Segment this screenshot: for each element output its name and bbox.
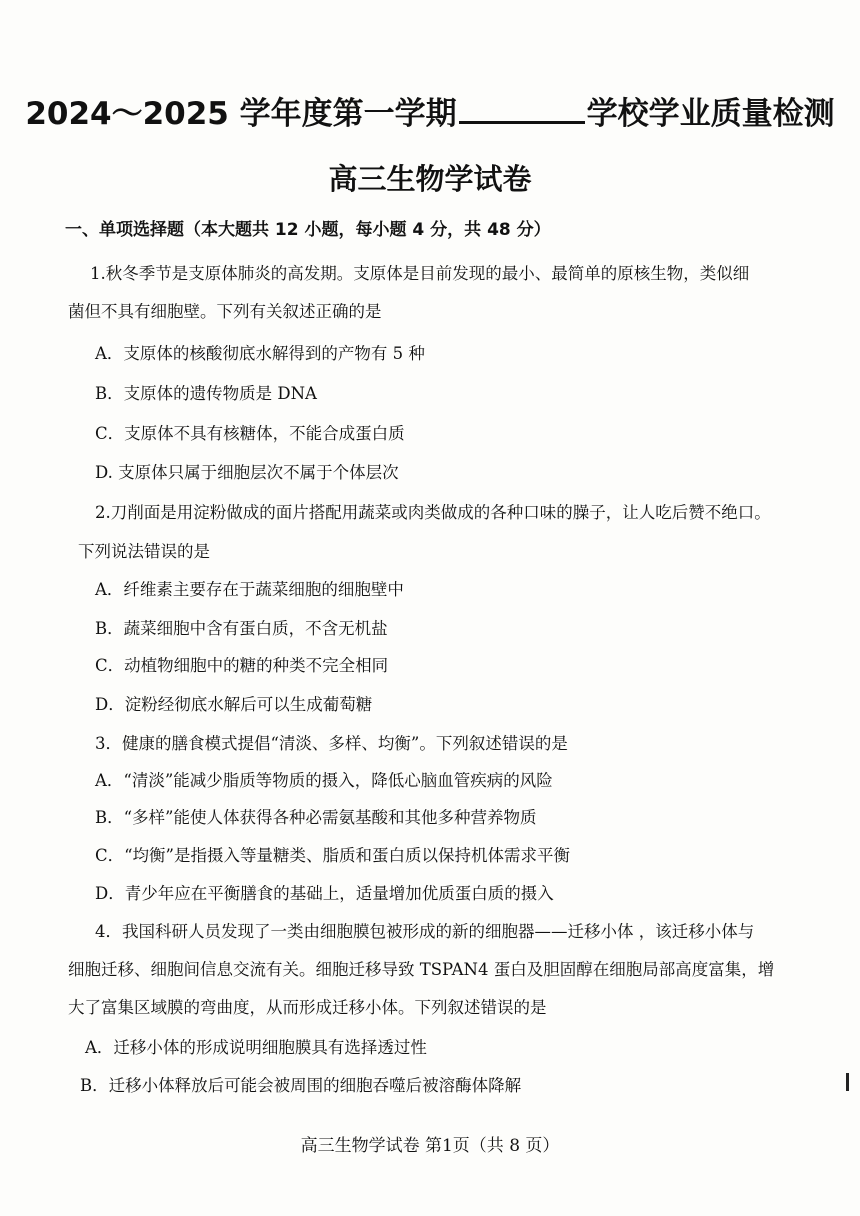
question-1-option-c: C．支原体不具有核糖体，不能合成蛋白质 bbox=[95, 424, 405, 443]
exam-title-year-term: 2024～2025 学年度第一学期 bbox=[25, 96, 457, 132]
question-2-stem-line-1: 2.刀削面是用淀粉做成的面片搭配用蔬菜或肉类做成的各种口味的臊子，让人吃后赞不绝口。 bbox=[95, 503, 771, 522]
question-2-option-a: A．纤维素主要存在于蔬菜细胞的细胞壁中 bbox=[95, 580, 404, 599]
question-3-option-d: D．青少年应在平衡膳食的基础上，适量增加优质蛋白质的摄入 bbox=[95, 884, 554, 903]
question-2-stem-line-2: 下列说法错误的是 bbox=[78, 542, 210, 561]
question-4-stem-line-2: 细胞迁移、细胞间信息交流有关。细胞迁移导致 TSPAN4 蛋白及胆固醇在细胞局部高度富集，增 bbox=[68, 960, 775, 979]
question-1-stem-line-2: 菌但不具有细胞壁。下列有关叙述正确的是 bbox=[68, 302, 382, 321]
school-name-blank bbox=[459, 95, 585, 124]
question-1-option-a: A．支原体的核酸彻底水解得到的产物有 5 种 bbox=[95, 344, 425, 363]
question-4-stem-line-3: 大了富集区域膜的弯曲度，从而形成迁移小体。下列叙述错误的是 bbox=[68, 998, 547, 1017]
subject-title: 高三生物学试卷 bbox=[328, 162, 532, 196]
question-1-option-b: B．支原体的遗传物质是 DNA bbox=[95, 384, 317, 403]
question-2-option-d: D．淀粉经彻底水解后可以生成葡萄糖 bbox=[95, 695, 373, 714]
exam-title bbox=[0, 88, 860, 133]
question-3-option-b: B．“多样”能使人体获得各种必需氨基酸和其他多种营养物质 bbox=[95, 808, 537, 827]
section-heading: 一、单项选择题（本大题共 12 小题，每小题 4 分，共 48 分） bbox=[65, 220, 551, 240]
scan-edge-mark bbox=[846, 1073, 849, 1091]
question-4-option-a: A．迁移小体的形成说明细胞膜具有选择透过性 bbox=[85, 1038, 427, 1057]
page-footer: 高三生物学试卷 第1页（共 8 页） bbox=[300, 1136, 560, 1156]
question-2-option-c: C．动植物细胞中的糖的种类不完全相同 bbox=[95, 656, 389, 675]
question-3-option-a: A．“清淡”能减少脂质等物质的摄入，降低心脑血管疾病的风险 bbox=[95, 771, 553, 790]
question-1-stem-line-1: 1.秋冬季节是支原体肺炎的高发期。支原体是目前发现的最小、最简单的原核生物，类似细 bbox=[90, 264, 750, 283]
question-1-option-d: D. 支原体只属于细胞层次不属于个体层次 bbox=[95, 463, 399, 482]
question-3-stem: 3．健康的膳食模式提倡“清淡、多样、均衡”。下列叙述错误的是 bbox=[95, 734, 568, 753]
question-4-stem-line-1: 4．我国科研人员发现了一类由细胞膜包被形成的新的细胞器——迁移小体 ，该迁移小体与 bbox=[95, 922, 755, 941]
question-4-option-b: B．迁移小体释放后可能会被周围的细胞吞噬后被溶酶体降解 bbox=[80, 1076, 522, 1095]
question-3-option-c: C．“均衡”是指摄入等量糖类、脂质和蛋白质以保持机体需求平衡 bbox=[95, 846, 570, 865]
question-2-option-b: B．蔬菜细胞中含有蛋白质，不含无机盐 bbox=[95, 619, 388, 638]
exam-title-school-check: 学校学业质量检测 bbox=[586, 96, 835, 132]
